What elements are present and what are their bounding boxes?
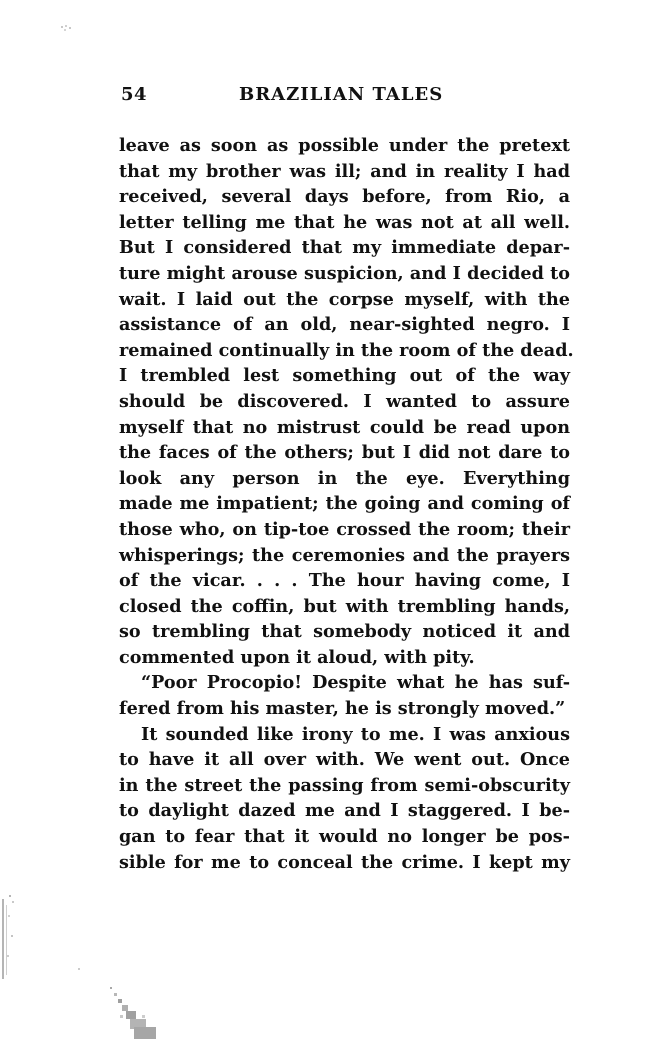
text-line: to have it all over with. We went out. Once [119,749,570,771]
text-line: But I considered that my immediate depar- [119,237,570,259]
scan-edge-left [0,895,22,985]
scan-speck-top [60,18,74,28]
page-number: 54 [121,84,148,105]
text-line: ture might arouse suspicion, and I decided to [119,262,570,284]
text-line: It sounded like irony to me. I was anxious [141,723,570,745]
text-line: should be discovered. I wanted to assure [119,390,570,412]
text-line: the faces of the others; but I did not dare to [119,442,570,464]
text-line: so trembling that somebody noticed it and [119,621,570,643]
text-line: closed the coffin, but with trembling hands, [119,595,570,617]
paragraph-2 [119,670,570,721]
text-line: those who, on tip-toe crossed the room; their [119,518,570,540]
text-line: look any person in the eye. Everything [119,467,570,489]
text-line: wait. I laid out the corpse myself, with the [119,288,570,310]
scan-smudge-bottom-graphic [108,985,168,1039]
scan-smudge-bottom [108,985,168,1039]
text-line: “Poor Procopio! Despite what he has suf- [141,672,570,694]
body-text [119,133,574,875]
text-line: made me impatient; the going and coming of [119,493,570,515]
scan-speck-top-graphic [60,23,74,33]
scan-dot [78,968,80,970]
text-line: remained continually in the room of the dead. [119,339,574,361]
text-line: I trembled lest something out of the way [119,365,570,387]
text-line: fered from his master, he is strongly moved.” [119,698,566,720]
text-line: commented upon it aloud, with pity. [119,646,475,668]
text-line: whisperings; the ceremonies and the prayers [119,544,570,566]
paragraph-3 [119,722,570,876]
scan-edge-left-graphic [0,895,22,985]
text-line: that my brother was ill; and in reality I had [119,160,570,182]
text-line: myself that no mistrust could be read upon [119,416,570,438]
text-line: of the vicar. . . . The hour having come, I [119,570,570,592]
text-line: gan to fear that it would no longer be pos- [119,826,570,848]
text-line: sible for me to conceal the crime. I kept my [119,851,570,873]
text-line: letter telling me that he was not at all well. [119,211,570,233]
page-header [121,84,570,108]
text-line: received, several days before, from Rio, a [119,186,570,208]
text-line: assistance of an old, near-sighted negro. I [119,314,570,336]
text-line: in the street the passing from semi-obscurity [119,774,570,796]
text-line: to daylight dazed me and I staggered. I be- [119,800,570,822]
running-title: BRAZILIAN TALES [239,84,444,105]
text-line: leave as soon as possible under the pretext [119,135,570,156]
paragraph-1 [119,133,574,670]
